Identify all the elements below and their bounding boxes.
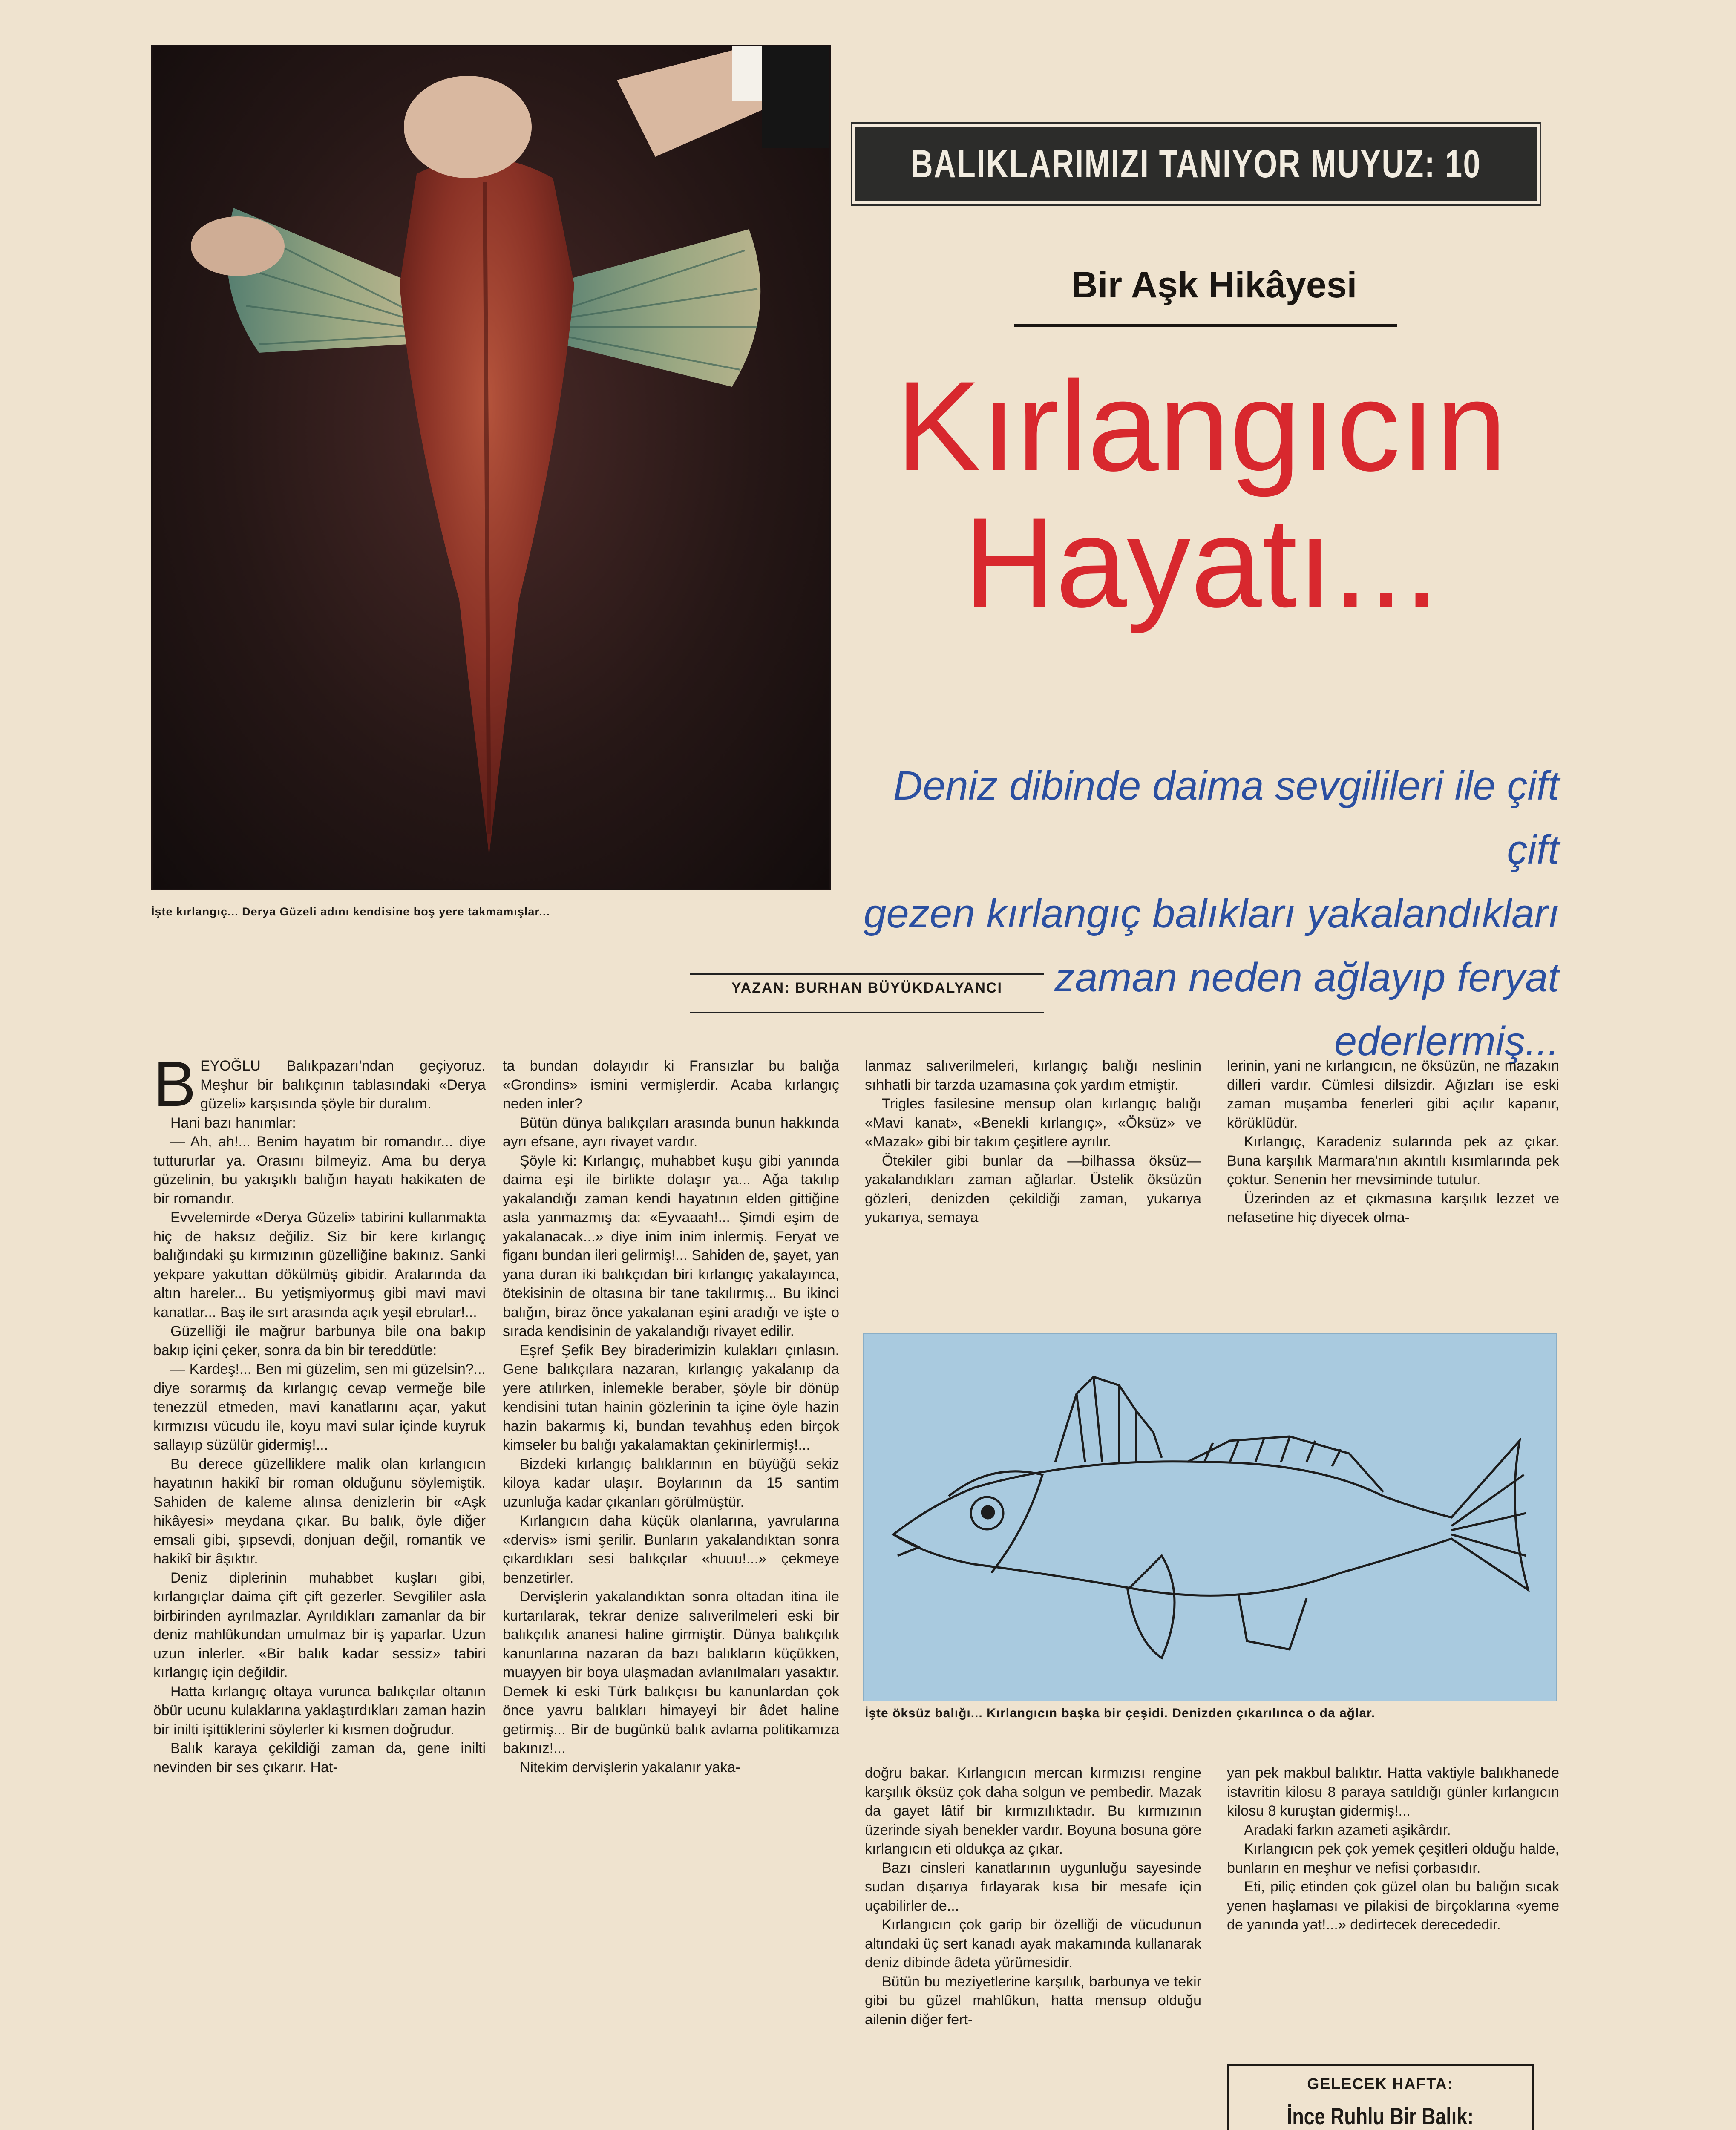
lead-line-2: gezen kırlangıç balıkları yakalandıkları (864, 891, 1559, 936)
article-column-1 (153, 1048, 486, 1777)
paragraph: Üzerinden az et çıkmasına karşılık lezzet ve nefasetine hiç diyecek olma- (1227, 1190, 1559, 1226)
paragraph: — Ah, ah!... Benim hayatım bir romandır... diye tuttururlar ya. Orasını bilmeyiz. Ama bu derya güzelinin, bu yakışıklı balığın hayatı hakikaten de bir romandır. (153, 1134, 486, 1207)
lead-text (852, 754, 1559, 1074)
paragraph: ta bundan dolayıdır ki Fransızlar bu balığa «Grondins» ismini vermişlerdir. Acaba kırlangıç neden inler? (503, 1058, 839, 1112)
series-title: BALIKLARIMIZI TANIYOR MUYUZ: 10 (852, 124, 1540, 204)
next-week-title: İnce Ruhlu Bir Balık: (1287, 2103, 1474, 2130)
paragraph: Kırlangıcın pek çok yemek çeşitleri olduğu halde, bunların en meşhur ve nefisi çorbasıdır. (1227, 1841, 1559, 1876)
drawing-caption: İşte öksüz balığı... Kırlangıcın başka bir çeşidi. Denizden çıkarılınca o da ağlar. (865, 1706, 1376, 1720)
paragraph: Balık karaya çekildiği zaman da, gene inilti nevinden bir ses çıkarır. Hat- (153, 1740, 486, 1776)
article-column-4-top (1227, 1056, 1559, 1227)
paragraph: Kırlangıç, Karadeniz sularında pek az çıkar. Buna karşılık Marmara'nın akıntılı kısımlarında pek çoktur. Senenin her mevsiminde tutulur. (1227, 1134, 1559, 1188)
paragraph: Hani bazı hanımlar: (170, 1114, 296, 1131)
fish-photo (151, 45, 831, 890)
paragraph: Kırlangıcın daha küçük olanlarına, yavrularına «dervis» ismi şerilir. Bunların yakalandıktan sonra çıkardıkları sesi balıkçılar «huuu!...» çekmeye benzetirler. (503, 1513, 839, 1586)
article-column-4-bottom (1227, 1764, 1559, 1934)
paragraph: doğru bakar. Kırlangıcın mercan kırmızısı rengine karşılık öksüz çok daha solgun ve pembedir. Mazak da gayet lâtif bir kırmızılıktadır. Bu kırmızının üzerinde siyah benekler vardır. Boyuna bosuna göre kırlangıcın eti oldukça az çıkar. (865, 1765, 1201, 1857)
gurnard-fish-illustration (153, 46, 829, 889)
headline (852, 354, 1551, 634)
paragraph: Bütün bu meziyetlerine karşılık, barbunya ve tekir gibi bu güzel mahlûkun, hatta mensup olduğu ailenin diğer fert- (865, 1973, 1201, 2028)
headline-line-2: Hayatı... (963, 491, 1439, 634)
paragraph: — Kardeş!... Ben mi güzelim, sen mi güzelsin?... diye sorarmış da kırlangıç cevap vermeğe bile tenezzül etmeden, mavi kanatlarını açar, yakut kırmızısı vücudu ile, koyu mavi sular içinde kuyruk sallayıp süzülür gidermiş!... (153, 1361, 486, 1453)
paragraph: Bu derece güzelliklere malik olan kırlangıcın hayatının hakikî bir roman olduğunu söylemiştik. Sahiden de kaleme alınsa denizlerin bir «Aşk hikâyesi» meydana çıkar. Bu balık, öyle diğer emsali gibi, şıpsevdi, donjuan değil, romantik ve hakikî bir âşıktır. (153, 1456, 486, 1567)
paragraph: Bazı cinsleri kanatlarının uygunluğu sayesinde sudan dışarıya fırlayarak kısa bir mesafe için uçabilirler de... (865, 1859, 1201, 1914)
paragraph: Evvelemirde «Derya Güzeli» tabirini kullanmakta hiç de haksız değiliz. Siz bir kere kırlangıç balığındaki şu kırmızının güzelliğine bakınız. Sanki yekpare yakuttan dökülmüş gibidir. Aralarında da altın hareler... Bu yetişmiyormuş gibi mavi mavi kanatlar... Baş ile sırt arasında açık yeşil ebrular!... (153, 1209, 486, 1321)
article-column-2 (503, 1056, 839, 1777)
kicker-underline (1014, 324, 1397, 327)
paragraph: Eti, piliç etinden çok güzel olan bu balığın sıcak yenen haşlaması ve pilakisi de birçoklarına «yeme de yanında yat!...» dedirtecek derecededir. (1227, 1879, 1559, 1933)
byline: YAZAN: BURHAN BÜYÜKDALYANCI (731, 980, 1002, 996)
next-week-label: GELECEK HAFTA: (1307, 2075, 1454, 2093)
lead-line-1: Deniz dibinde daima sevgilileri ile çift çift (893, 763, 1559, 872)
paragraph: Bütün dünya balıkçıları arasında bunun hakkında ayrı efsane, ayrı rivayet vardır. (503, 1114, 839, 1150)
next-week-box (1227, 2064, 1534, 2130)
paragraph: Dervişlerin yakalandıktan sonra oltadan itina ile kurtarılarak, tekrar denize salıverilmeleri eski bir balıkçılık ananesi haline girmiştir. Dünya balıkçılık kanunlarına nazaran da bazı balıkların küçükken, muayyen bir boya ulaşmadan avlanılmaları yasaktır. Demek ki eski Türk balıkçısı bu kanunlardan çok önce yavru balıkları himayeyi bir âdet haline getirmiş... Bir de bugünkü balık avlama politikamıza bakınız!... (503, 1589, 839, 1756)
byline-rule-bottom (690, 1012, 1044, 1013)
byline-rule-top (690, 973, 1044, 975)
kicker: Bir Aşk Hikâyesi (1071, 265, 1357, 305)
oksuz-fish-sketch (864, 1334, 1554, 1699)
paragraph: Ötekiler gibi bunlar da —bilhassa öksüz— yakalandıkları zaman ağlarlar. Üstelik öksüzün gözleri, denizden çekildiği zaman, yukarıya yukarıya, semaya (865, 1152, 1201, 1226)
paragraph: lerinin, yani ne kırlangıcın, ne öksüzün, ne mazakın dilleri vardır. Cümlesi dilsizdir. Ağızları ise eski zaman muşamba fenerleri gibi açılır kapanır, körüklüdür. (1227, 1058, 1559, 1131)
paragraph: Kırlangıcın çok garip bir özelliği de vücudunun altındaki üç sert kanadı ayak makamında kullanarak deniz dibinde âdeta yürümesidir. (865, 1917, 1201, 1971)
paragraph: Nitekim dervişlerin yakalanır yaka- (520, 1759, 740, 1776)
article-column-3-bottom (865, 1764, 1201, 2029)
paragraph: Bizdeki kırlangıç balıklarının en büyüğü sekiz kiloya kadar ulaşır. Boylarının da 15 santim uzunluğa kadar çıkanları görülmüştür. (503, 1456, 839, 1510)
lead-line-3: zaman neden ağlayıp feryat ederlermiş... (1054, 955, 1559, 1064)
fish-drawing (863, 1333, 1557, 1701)
article-column-3-top (865, 1056, 1201, 1227)
paragraph: Deniz diplerinin muhabbet kuşları gibi, kırlangıçlar daima çift çift gezerler. Sevgililer asla birbirinden ayrılmazlar. Ayrıldıkları zamanlar da bir deniz mahlûkundan umulmaz bir iş yaparlar. Uzun uzun inlerler. «Bir balık kadar sessiz» tabiri kırlangıç için değildir. (153, 1569, 486, 1681)
paragraph: Aradaki farkın azameti aşikârdır. (1244, 1822, 1451, 1838)
headline-line-1: Kırlangıcın (895, 354, 1507, 498)
paragraph: Hatta kırlangıç oltaya vurunca balıkçılar oltanın öbür ucunu kulaklarına yaklaştırdıkları zaman hazin bir inilti işittiklerini söylerler ki kısmen doğrudur. (153, 1683, 486, 1738)
paragraph: yan pek makbul balıktır. Hatta vaktiyle balıkhanede istavritin kilosu 8 paraya satıldığı günler kırlangıcın kilosu 8 kuruştan gidermiş!... (1227, 1765, 1559, 1819)
paragraph: Trigles fasilesine mensup olan kırlangıç balığı «Mavi kanat», «Benekli kırlangıç», «Öksüz» ve «Mazak» gibi bir takım çeşitlere ayrılır. (865, 1096, 1201, 1150)
paragraph: Eşref Şefik Bey biraderimizin kulakları çınlasın. Gene balıkçılara nazaran, kırlangıç yakalanıp da yere atılırken, inlemekle beraber, şöyle bir dönüp kendisini tutan hainin gözlerinin ta içine öyle hazin hazin bakarmış ki, bundan tevahhuş eden birçok kimseler bu balığı yakalamaktan çekinirlermiş!... (503, 1342, 839, 1453)
photo-caption: İşte kırlangıç... Derya Güzeli adını kendisine boş yere takmamışlar... (151, 905, 550, 918)
paragraph: Şöyle ki: Kırlangıç, muhabbet kuşu gibi yanında daima eşi ile birlikte dolaşır ya... Ağa takılıp yakalandığı zaman kendi hayatının elden gittiğine asla yanmazmış da: «Eyvaaah!... Şimdi eşim de yakalanacak...» diye inim inim inlermiş. Feryat ve figanı bundan ileri gelirmiş!... Sahiden de, şayet, yan yana duran iki balıkçıdan biri kırlangıç yakalayınca, ötekisinin de oltasına bir tane takılırmış... Bu ikinci balığın, biraz önce yakalanan eşini aradığı ve işte o sırada kendisinin de yakalandığı rivayet edilir. (503, 1152, 839, 1339)
paragraph: BEYOĞLU Balıkpazarı'ndan geçiyoruz. Meşhur bir balıkçının tablasındaki «Derya güzeli» karşısında şöyle bir duralım. (153, 1048, 486, 1120)
paragraph: Güzelliği ile mağrur barbunya bile ona bakıp bakıp içini çeker, sonra da bin bir tereddütle: (153, 1323, 486, 1359)
paragraph: lanmaz salıverilmeleri, kırlangıç balığı neslinin sıhhatli bir tarzda uzamasına çok yardım etmiştir. (865, 1058, 1201, 1093)
drop-cap: B (153, 1048, 196, 1120)
